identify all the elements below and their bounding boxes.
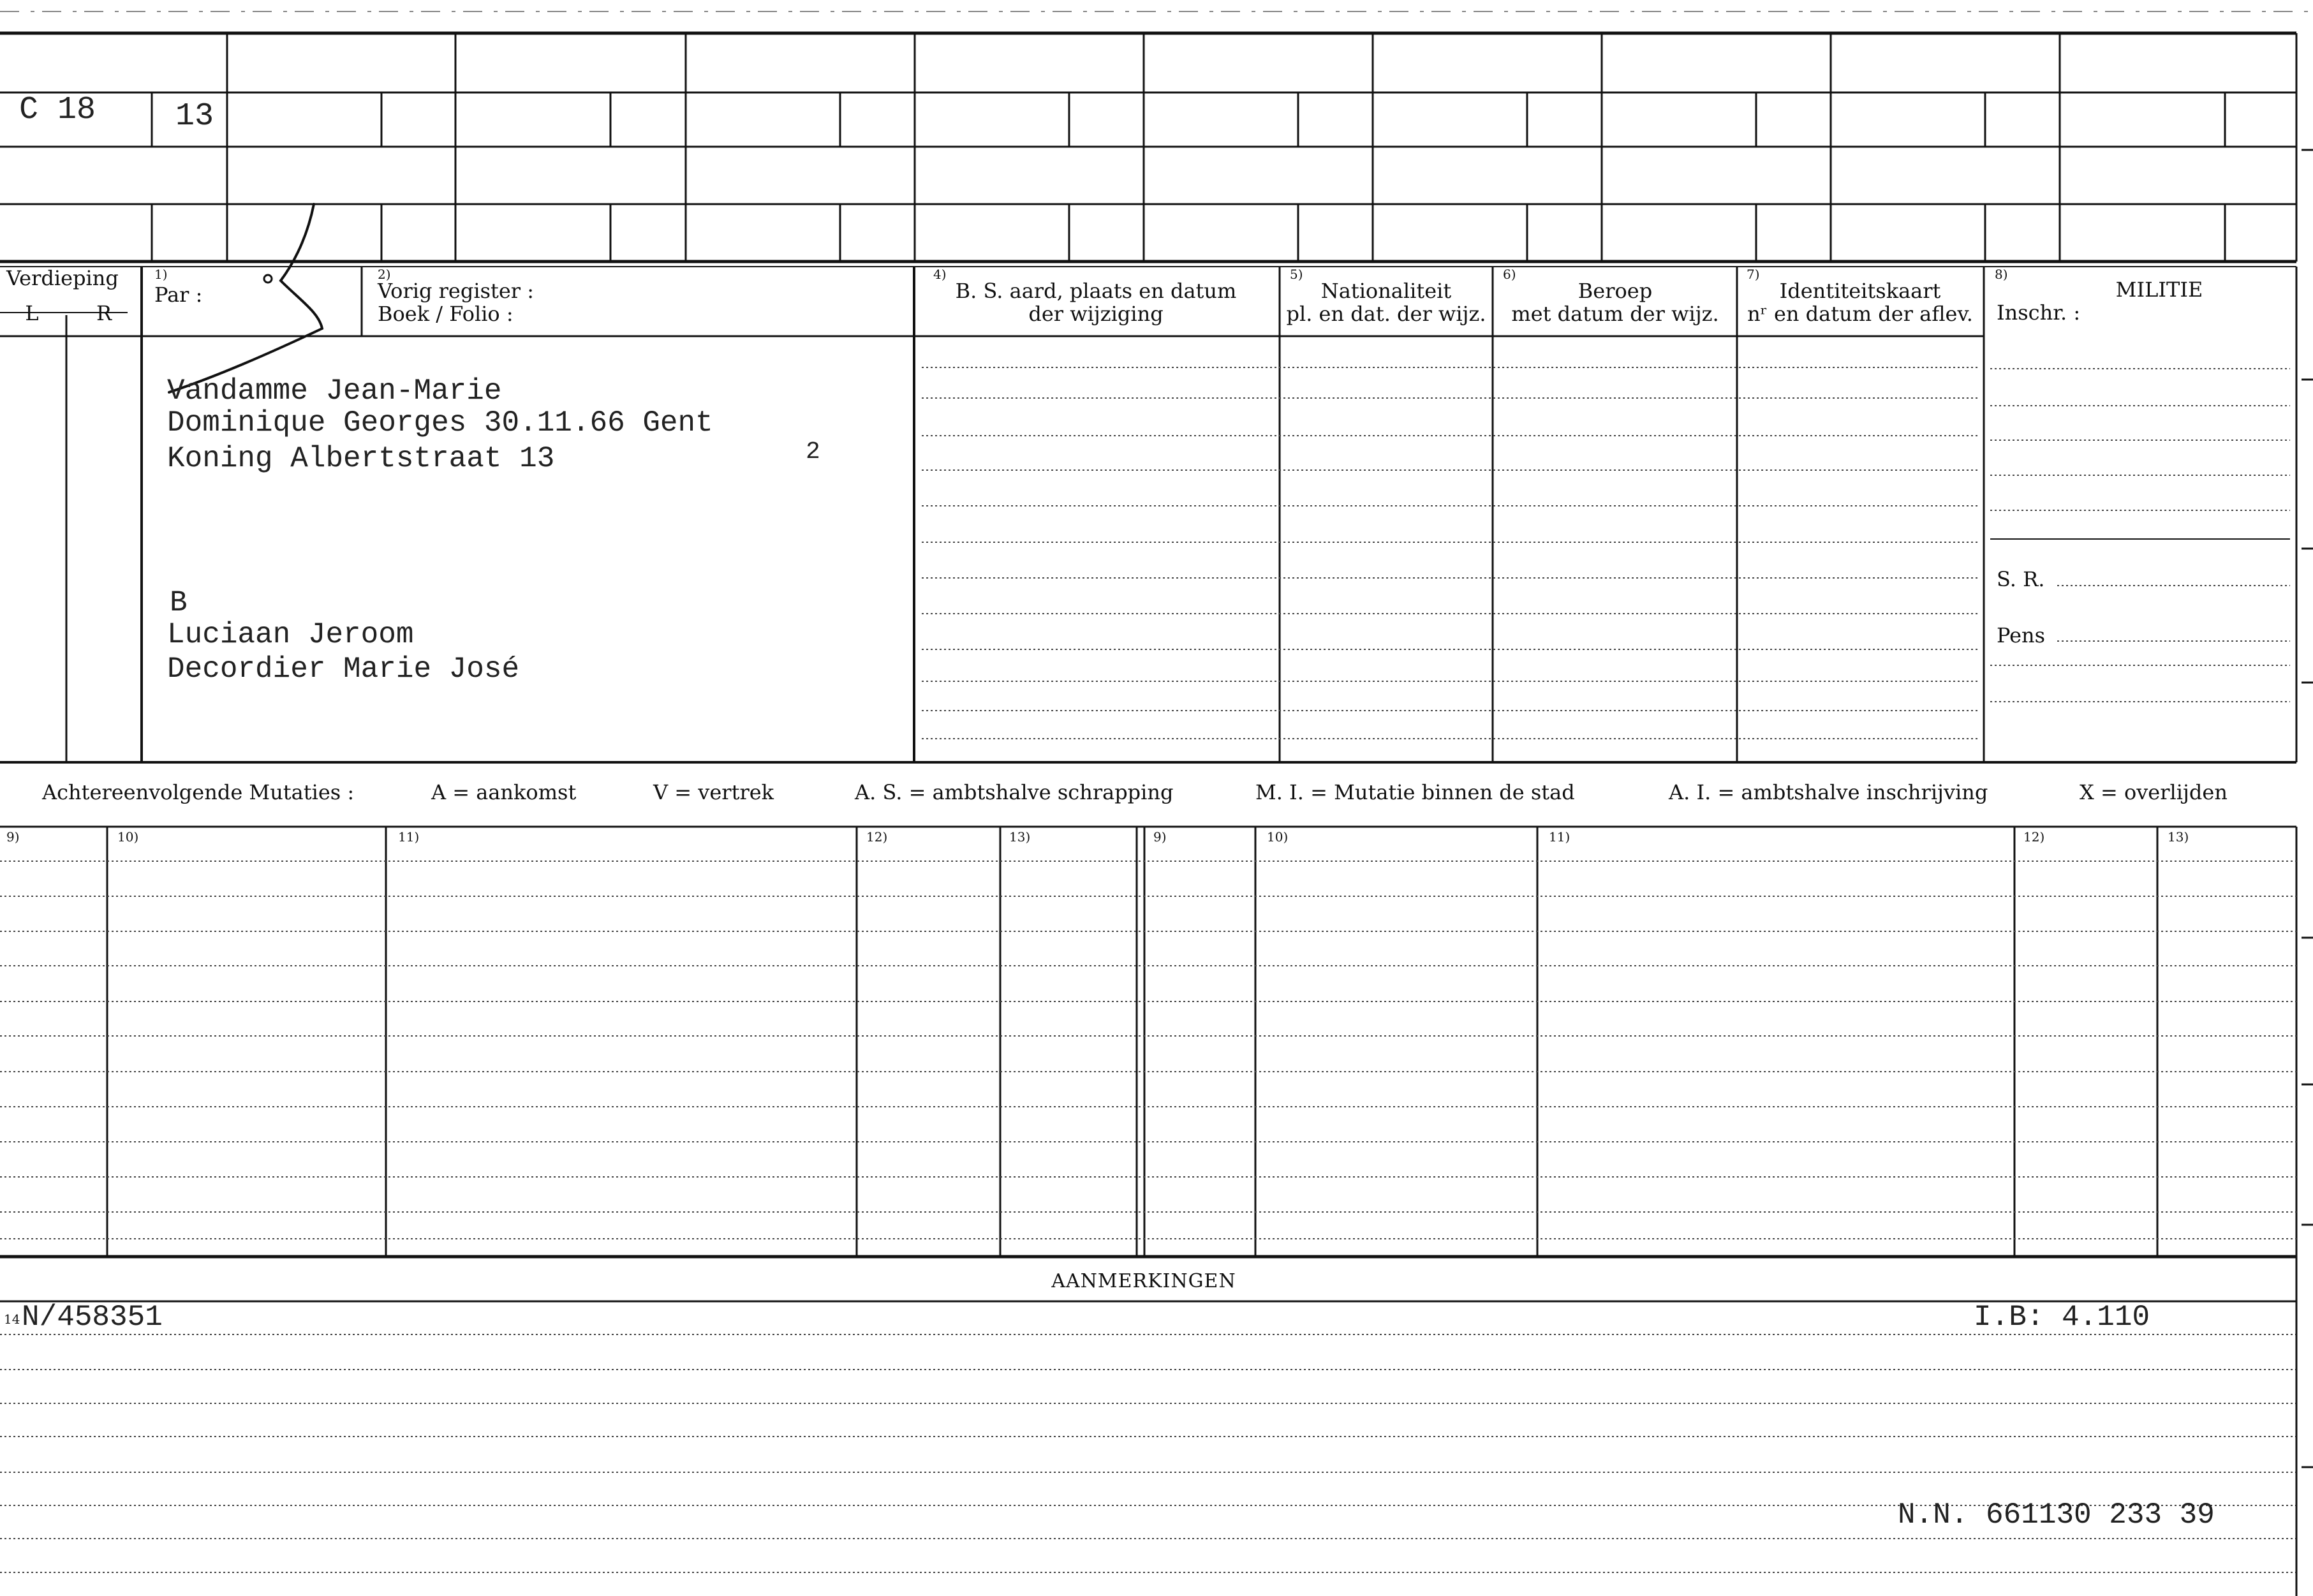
remarks-title: AANMERKINGEN — [1051, 1270, 1236, 1292]
militie-inschr: Inschr. : — [1997, 300, 2081, 325]
mut-col12-right: 12) — [2023, 829, 2045, 845]
legend-v: V = vertrek — [653, 780, 774, 804]
col7-line2: nʳ en datum der aflev. — [1747, 302, 1973, 326]
floor-right: R — [96, 301, 112, 325]
father-name: Luciaan Jeroom — [167, 618, 414, 651]
house-number: 13 — [175, 98, 214, 135]
mut-col11-left: 11) — [398, 829, 420, 845]
militie-sr: S. R. — [1997, 567, 2045, 591]
col7-number: 7) — [1747, 267, 1760, 282]
col6-line1: Beroep — [1578, 279, 1653, 303]
remarks-nn: N.N. 661130 233 39 — [1898, 1498, 2215, 1532]
floor-label: Verdieping — [6, 266, 119, 290]
mother-name: Decordier Marie José — [167, 653, 520, 686]
parents-label: B — [170, 586, 188, 619]
person-address: Koning Albertstraat 13 — [167, 442, 555, 475]
col7-line1: Identiteitskaart — [1779, 279, 1941, 303]
col1-label: Par : — [154, 283, 203, 307]
legend-a: A = aankomst — [431, 780, 577, 804]
col4-line2: der wijziging — [1028, 302, 1164, 326]
mut-col10-right: 10) — [1267, 829, 1289, 845]
mut-col11-right: 11) — [1549, 829, 1570, 845]
mut-col9-right: 9) — [1153, 829, 1167, 845]
legend-title: Achtereenvolgende Mutaties : — [42, 780, 355, 804]
remarks-ib: I.B: 4.110 — [1974, 1301, 2150, 1334]
col5-line1: Nationaliteit — [1320, 279, 1452, 303]
col2-number: 2) — [378, 267, 391, 282]
legend-as: A. S. = ambtshalve schrapping — [855, 780, 1174, 804]
col6-line2: met datum der wijz. — [1511, 302, 1719, 326]
mut-col10-left: 10) — [117, 829, 139, 845]
person-birth: Dominique Georges 30.11.66 Gent — [167, 406, 713, 440]
mut-col13-left: 13) — [1009, 829, 1031, 845]
legend-x: X = overlijden — [2080, 780, 2228, 804]
mut-col9-left: 9) — [6, 829, 20, 845]
col5-number: 5) — [1290, 267, 1303, 282]
legend-ai: A. I. = ambtshalve inschrijving — [1669, 780, 1988, 804]
col8-number: 8) — [1995, 267, 2008, 282]
col4-line1: B. S. aard, plaats en datum — [955, 279, 1237, 303]
col2-line1: Vorig register : — [378, 279, 535, 303]
militie-pens: Pens — [1997, 623, 2046, 647]
col4-number: 4) — [933, 267, 947, 282]
register-ref: C 18 — [19, 92, 96, 128]
remarks-register-no: N/458351 — [22, 1301, 163, 1334]
col5-line2: pl. en dat. der wijz. — [1286, 302, 1486, 326]
mut-col12-left: 12) — [866, 829, 888, 845]
col6-number: 6) — [1503, 267, 1516, 282]
col2-line2: Boek / Folio : — [378, 302, 514, 326]
floor-left: L — [25, 301, 39, 325]
mut-col13-right: 13) — [2168, 829, 2189, 845]
remarks-number: 14 — [4, 1312, 20, 1327]
militie-title: MILITIE — [2115, 277, 2203, 302]
legend-mi: M. I. = Mutatie binnen de stad — [1255, 780, 1575, 804]
person-name: Vandamme Jean-Marie — [167, 374, 502, 408]
person-mark: 2 — [806, 438, 820, 466]
col1-number: 1) — [154, 267, 168, 282]
